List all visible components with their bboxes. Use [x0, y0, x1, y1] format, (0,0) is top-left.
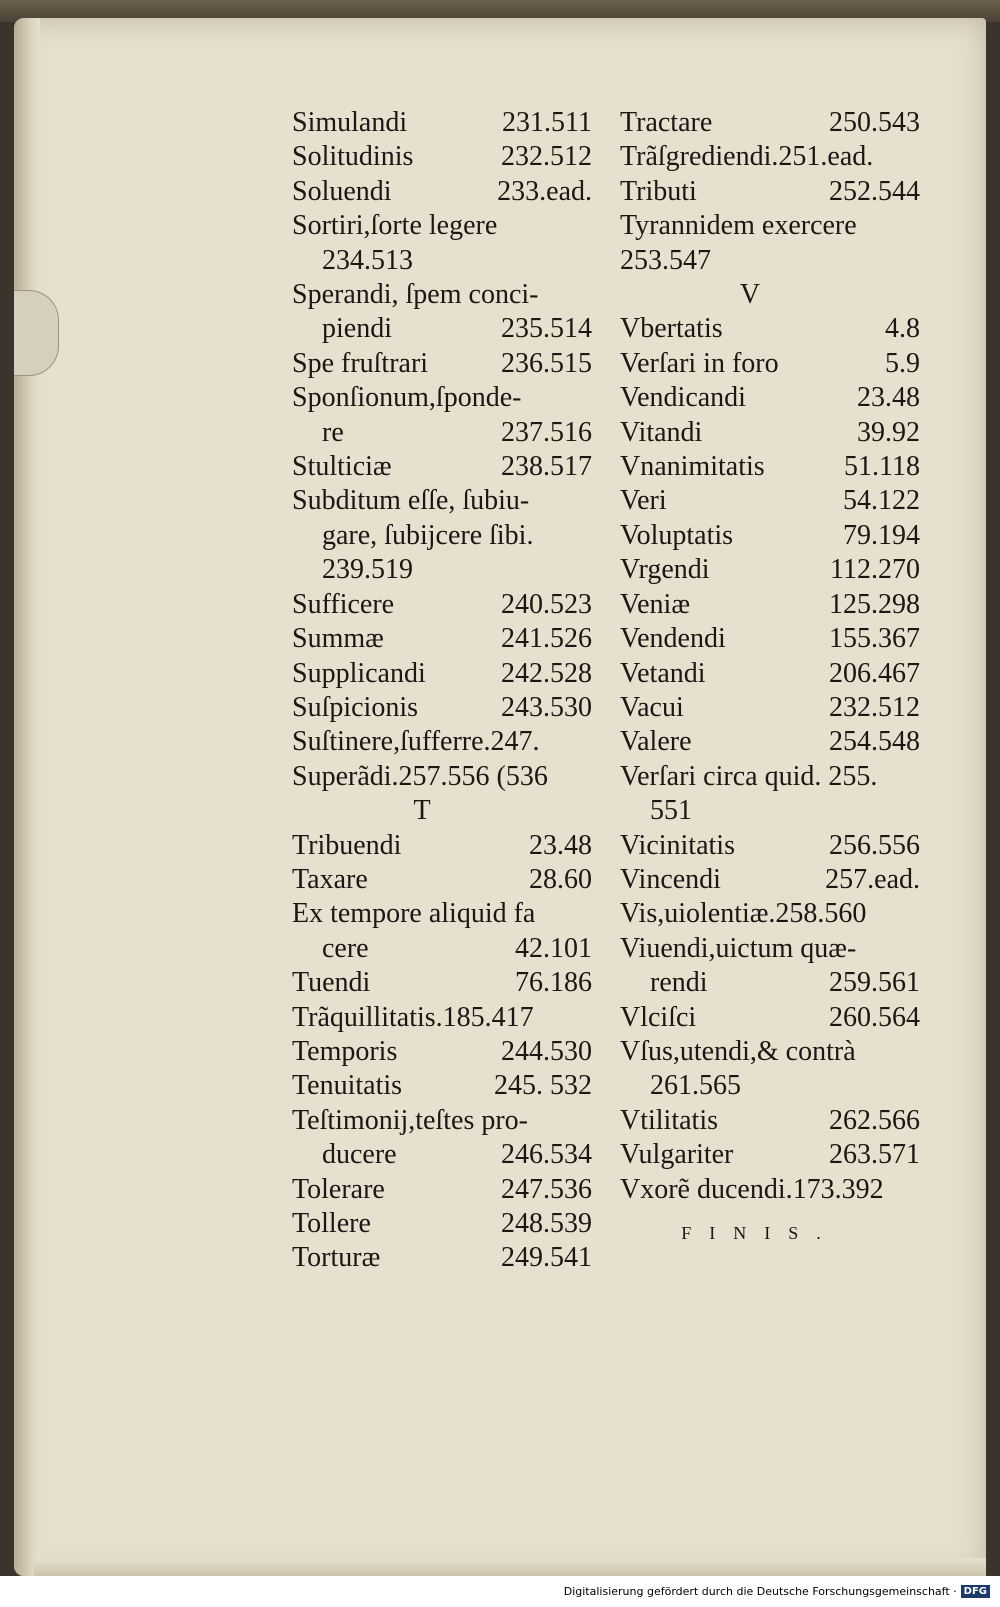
- index-entry: [292, 657, 592, 691]
- index-entry: [292, 106, 592, 140]
- index-entry-continuation: [292, 312, 592, 346]
- entry-page-ref: 206.467: [829, 657, 920, 689]
- entry-term: rendi: [650, 967, 708, 999]
- index-entry-continuation: [292, 553, 592, 587]
- index-entry: [292, 347, 592, 381]
- entry-page-ref: 5.9: [885, 347, 920, 379]
- index-entry: [620, 725, 920, 759]
- entry-page-ref: 125.298: [829, 588, 920, 620]
- entry-term: Veri: [620, 485, 667, 517]
- index-entry: [292, 725, 592, 759]
- entry-term: Sperandi, ſpem conci-: [292, 279, 539, 311]
- entry-term: Tollere: [292, 1208, 371, 1239]
- entry-page-ref: 42.101: [515, 932, 592, 964]
- entry-term: 239.519: [322, 554, 413, 586]
- index-entry: [292, 1104, 592, 1138]
- entry-term: Taxare: [292, 863, 368, 895]
- entry-page-ref: 246.534: [501, 1139, 592, 1171]
- footer-text: Digitalisierung gefördert durch die Deutsche Forschungsgemeinschaft ·: [563, 1585, 957, 1598]
- entry-term: re: [322, 416, 344, 448]
- page-gutter: [14, 18, 40, 1576]
- entry-term: Temporis: [292, 1035, 398, 1067]
- index-entry-continuation: [620, 794, 920, 828]
- index-entry: [620, 416, 920, 450]
- index-entry: [292, 1241, 592, 1275]
- entry-term: Vincendi: [620, 863, 721, 895]
- index-entry: [292, 622, 592, 656]
- entry-term: Tyrannidem exercere: [620, 210, 857, 242]
- entry-term: Verſari circa quid. 255.: [620, 760, 878, 792]
- entry-page-ref: 155.367: [829, 623, 920, 655]
- entry-page-ref: 262.566: [829, 1104, 920, 1136]
- entry-term: Vis,uiolentiæ.258.560: [620, 898, 867, 930]
- index-column-left: [292, 106, 592, 1276]
- entry-page-ref: 260.564: [829, 1001, 920, 1033]
- index-entry: [292, 863, 592, 897]
- entry-page-ref: 4.8: [885, 313, 920, 345]
- entry-page-ref: 252.544: [829, 175, 920, 207]
- index-entry: [292, 1001, 592, 1035]
- entry-term: Sufficere: [292, 588, 395, 620]
- index-entry: [292, 484, 592, 518]
- entry-term: Viuendi,uictum quæ-: [620, 932, 857, 964]
- index-entry: [292, 209, 592, 243]
- index-entry: [292, 1069, 592, 1103]
- index-entry-continuation: [620, 966, 920, 1000]
- entry-page-ref: 242.528: [501, 657, 592, 689]
- index-entry: [620, 209, 920, 243]
- entry-page-ref: 243.530: [501, 691, 592, 723]
- entry-term: Subditum eſſe, ſubiu-: [292, 485, 530, 517]
- index-entry-continuation: [620, 1069, 920, 1103]
- index-entry: [292, 175, 592, 209]
- index-entry: [620, 1104, 920, 1138]
- entry-page-ref: 244.530: [501, 1035, 592, 1067]
- index-column-right: [620, 106, 920, 1253]
- entry-term: Tributi: [620, 175, 697, 207]
- index-entry: [620, 657, 920, 691]
- entry-term: piendi: [322, 313, 392, 345]
- entry-page-ref: 248.539: [501, 1208, 592, 1239]
- index-entry: [292, 588, 592, 622]
- index-entry: [620, 932, 920, 966]
- entry-term: Supplicandi: [292, 657, 426, 689]
- index-entry: [620, 1138, 920, 1172]
- entry-term: Stulticiæ: [292, 451, 392, 483]
- index-entry: [292, 966, 592, 1000]
- page-clip: [14, 290, 59, 376]
- entry-term: Ex tempore aliquid fa: [292, 898, 536, 930]
- entry-page-ref: 254.548: [829, 726, 920, 758]
- entry-term: Vnanimitatis: [620, 451, 765, 483]
- index-entry: [292, 1035, 592, 1069]
- entry-term: Vtilitatis: [620, 1104, 718, 1136]
- finis-text: FINIS.: [681, 1223, 839, 1243]
- index-entry: [620, 1001, 920, 1035]
- index-entries-right: [620, 106, 920, 1207]
- index-entry: [620, 829, 920, 863]
- entry-page-ref: 249.541: [501, 1242, 592, 1274]
- entry-term: 551: [650, 795, 692, 827]
- entry-term: Spe fruſtrari: [292, 347, 429, 379]
- entry-term: Sponſionum,ſponde-: [292, 382, 522, 414]
- index-entry-continuation: [292, 519, 592, 553]
- entry-term: Vendicandi: [620, 382, 746, 414]
- entry-term: Sortiri,ſorte legere: [292, 210, 498, 242]
- entry-page-ref: 263.571: [829, 1139, 920, 1171]
- entry-term: Tenuitatis: [292, 1070, 403, 1102]
- index-entry: [292, 829, 592, 863]
- index-entry: [292, 140, 592, 174]
- digitization-footer: [0, 1576, 1000, 1607]
- entry-term: Tribuendi: [292, 829, 402, 861]
- dfg-logo: DFG: [961, 1585, 990, 1598]
- index-entry: [620, 347, 920, 381]
- entry-page-ref: 256.556: [829, 829, 920, 861]
- entry-term: Simulandi: [292, 107, 408, 138]
- entry-page-ref: 231.511: [502, 107, 592, 138]
- entry-term: gare, ſubijcere ſibi.: [322, 519, 534, 551]
- section-heading: V: [739, 279, 761, 311]
- index-entry: [620, 588, 920, 622]
- entry-term: Torturæ: [292, 1242, 381, 1274]
- index-entry: [292, 278, 592, 312]
- index-entry: [620, 519, 920, 553]
- entry-term: Vitandi: [620, 416, 703, 448]
- index-entry-continuation: [292, 932, 592, 966]
- index-entry: [620, 450, 920, 484]
- entry-page-ref: 259.561: [829, 967, 920, 999]
- entry-term: Vxorẽ ducendi.173.392: [620, 1173, 884, 1205]
- index-entry: [620, 691, 920, 725]
- entry-term: Superãdi.257.556 (536: [292, 760, 548, 792]
- page-bottom-edge: [34, 1558, 986, 1576]
- entry-page-ref: 232.512: [829, 691, 920, 723]
- entry-term: Suſtinere,ſufferre.247.: [292, 726, 540, 758]
- index-entry-continuation: [292, 416, 592, 450]
- entry-term: Tractare: [620, 107, 713, 138]
- index-entry: [620, 863, 920, 897]
- index-entry: [620, 175, 920, 209]
- entry-page-ref: 39.92: [857, 416, 920, 448]
- entry-term: Teſtimonij,teſtes pro-: [292, 1104, 528, 1136]
- index-entry: [292, 1207, 592, 1241]
- entry-page-ref: 23.48: [857, 382, 920, 414]
- entry-term: Tolerare: [292, 1173, 385, 1205]
- entry-page-ref: 247.536: [501, 1173, 592, 1205]
- entry-term: Valere: [620, 726, 692, 758]
- entry-term: Vetandi: [620, 657, 706, 689]
- index-entry: [292, 691, 592, 725]
- entry-page-ref: 233.ead.: [497, 175, 592, 207]
- entry-term: Vlciſci: [620, 1001, 697, 1033]
- entry-term: Vendendi: [620, 623, 726, 655]
- entry-page-ref: 28.60: [529, 863, 592, 895]
- entry-page-ref: 76.186: [515, 967, 592, 999]
- entry-term: Solitudinis: [292, 141, 414, 173]
- entry-term: Vulgariter: [620, 1139, 734, 1171]
- entry-page-ref: 257.ead.: [825, 863, 920, 895]
- index-entry: [620, 553, 920, 587]
- entry-term: 253.547: [620, 244, 711, 276]
- entry-page-ref: 241.526: [501, 623, 592, 655]
- entry-page-ref: 250.543: [829, 107, 920, 138]
- index-entry: [292, 760, 592, 794]
- index-entry-continuation: [292, 244, 592, 278]
- entry-term: Vſus,utendi,& contrà: [620, 1035, 856, 1067]
- entry-page-ref: 54.122: [843, 485, 920, 517]
- index-entry: [620, 244, 920, 278]
- entry-term: Suſpicionis: [292, 691, 419, 723]
- index-entry: [620, 312, 920, 346]
- entry-term: ducere: [322, 1139, 397, 1171]
- entry-page-ref: 240.523: [501, 588, 592, 620]
- entry-term: cere: [322, 932, 369, 964]
- entry-term: Vbertatis: [620, 313, 723, 345]
- index-entry-continuation: [292, 1138, 592, 1172]
- entry-page-ref: 237.516: [501, 416, 592, 448]
- index-entry: [620, 897, 920, 931]
- entry-page-ref: 23.48: [529, 829, 592, 861]
- index-entry: [620, 484, 920, 518]
- entry-page-ref: 235.514: [501, 313, 592, 345]
- entry-term: Vrgendi: [620, 554, 710, 586]
- entry-term: 234.513: [322, 244, 413, 276]
- entry-term: Vacui: [620, 691, 684, 723]
- index-entry: [620, 1035, 920, 1069]
- entry-page-ref: 79.194: [843, 519, 920, 551]
- entry-term: Voluptatis: [620, 519, 734, 551]
- entry-page-ref: 238.517: [501, 451, 592, 483]
- entry-page-ref: 245. 532: [494, 1070, 592, 1102]
- entry-term: Trãſgrediendi.251.ead.: [620, 141, 874, 173]
- entry-term: Vicinitatis: [620, 829, 735, 861]
- index-entry: [620, 1173, 920, 1207]
- index-entry: [620, 381, 920, 415]
- index-entry: [292, 1173, 592, 1207]
- entry-page-ref: 232.512: [501, 141, 592, 173]
- entry-term: Trãquillitatis.185.417: [292, 1001, 534, 1033]
- entry-term: Tuendi: [292, 967, 371, 999]
- index-entry: [620, 622, 920, 656]
- entry-term: 261.565: [650, 1070, 741, 1102]
- index-entry: [292, 897, 592, 931]
- entry-term: Verſari in foro: [620, 347, 779, 379]
- index-entry: [620, 140, 920, 174]
- index-entry: [620, 760, 920, 794]
- section-heading: T: [413, 795, 431, 827]
- index-entry: [292, 450, 592, 484]
- entry-page-ref: 112.270: [830, 554, 920, 586]
- entry-page-ref: 51.118: [844, 451, 920, 483]
- entry-page-ref: 236.515: [501, 347, 592, 379]
- entry-term: Summæ: [292, 623, 384, 655]
- entry-term: Soluendi: [292, 175, 392, 207]
- entry-term: Veniæ: [620, 588, 690, 620]
- index-entry: [292, 381, 592, 415]
- index-entry: [620, 106, 920, 140]
